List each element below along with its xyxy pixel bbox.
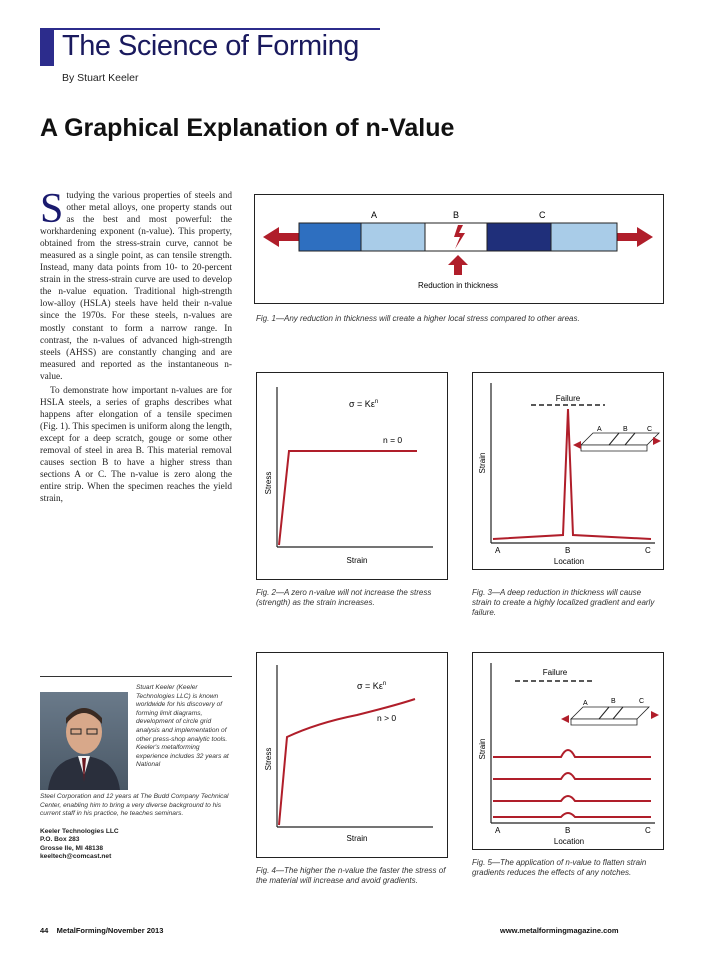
fig2-n-label: n = 0 — [383, 435, 403, 445]
fig4-n-label: n > 0 — [377, 713, 397, 723]
fig3-left-arrow-icon — [573, 441, 581, 449]
author-contact — [40, 828, 232, 862]
fig2-ylabel: Stress — [264, 471, 273, 495]
svg-text:C: C — [639, 698, 645, 705]
figure-1 — [254, 194, 664, 304]
fig4-equation: $\sigma = K\varepsilon^n$ — [357, 681, 387, 691]
contact-company: Keeler Technologies LLC — [40, 828, 119, 835]
fig1-annotation: Reduction in thickness — [417, 281, 499, 290]
fig2-xlabel: Strain — [346, 556, 368, 565]
figure-5 — [472, 652, 664, 850]
figure-4 — [256, 652, 448, 858]
svg-text:A: A — [583, 700, 588, 707]
fig2-curve — [279, 451, 417, 545]
left-arrow-icon — [263, 227, 299, 247]
up-arrow-icon — [448, 255, 468, 275]
contact-city: Grosse Ile, MI 48138 — [40, 844, 104, 852]
fig3-tick-c: C — [645, 546, 651, 555]
fig5-curves — [493, 750, 651, 817]
fig3-tick-a: A — [495, 546, 501, 555]
author-bio: Stuart Keeler (Keeler Technologies LLC) is known worldwide for his discovery of forming limit diagrams, development of circle grid analysis and implementation of other press-shop analytic tools. Keeler's metalforming experience includes 32 years at National — [136, 684, 229, 769]
fig5-left-arrow-icon — [561, 715, 569, 723]
fig5-xlabel: Location — [553, 837, 585, 846]
fig2-caption: Fig. 2—A zero n-value will not increase the stress (strength) as the strain increases. — [256, 588, 432, 607]
section-title: The Science of Forming — [62, 30, 359, 62]
fig5-ylabel: Strain — [478, 738, 487, 760]
paragraph-1: tudying the various properties of steels and other metal alloys, one property stands out as the best and most powerful: the workhardening exponent (n-value). This property, obtained from the stress-strain curve, cannot be measured as a single point, as can tensile strength. Instead, many data points from 10- to 20-percent strain in the stress-strain curve are used to develop the n-value equation. Traditional high-strength low-alloy (HSLA) steels have held their n-value since the 1970s. For these steels, n-values are mostly constant to form a narrow range. In contrast, the n-values of advanced high-strength steels (AHSS) are constantly changing and are measured and reported as the instantaneous n-value. — [40, 191, 232, 382]
fig4-ylabel: Stress — [264, 747, 273, 771]
fig3-failure-label: Failure — [555, 394, 581, 403]
fig5-tick-a: A — [495, 826, 501, 835]
author-photo — [40, 692, 128, 790]
fig3-inset-strip — [581, 426, 659, 451]
fig1-label-b: B — [453, 210, 460, 220]
fig4-xlabel: Strain — [346, 834, 368, 843]
fig3-tick-b: B — [565, 546, 571, 555]
article-headline: A Graphical Explanation of n-Value — [40, 114, 455, 142]
author-portrait-icon — [40, 692, 128, 790]
fig5-tick-c: C — [645, 826, 651, 835]
author-bio-continued: Steel Corporation and 12 years at The Budd Company Technical Center, enabling him to bring a very diverse background to his current staff in his practice, he teaches seminars. — [40, 793, 229, 818]
fig3-xlabel: Location — [553, 557, 585, 566]
fig5-caption: Fig. 5—The application of n-value to flatten strain gradients reduces the effects of any notches. — [472, 858, 647, 877]
footer-page-info: 44 MetalForming/November 2013 — [40, 926, 164, 935]
paragraph-2: To demonstrate how important n-values are for HSLA steels, a series of graphs describes what happens after elongation of a tensile specimen (Fig. 1). This specimen is uniform along the length, except for a deep scratch, gouge or some other removal of steel in area B. This material removal causes section B to have a higher stress than sections A or C. The n-value is zero along the entire strip. When the specimen reaches the yield strain, — [40, 385, 232, 505]
fig3-ylabel: Strain — [478, 452, 487, 474]
fig5-inset-strip — [571, 698, 649, 725]
svg-text:B: B — [611, 698, 616, 705]
fig5-failure-label: Failure — [542, 668, 568, 677]
byline: By Stuart Keeler — [62, 72, 139, 84]
right-arrow-icon — [617, 227, 653, 247]
article-body — [40, 186, 232, 507]
contact-email: keeltech@comcast.net — [40, 853, 112, 861]
figure-3 — [472, 372, 664, 570]
bio-rule — [40, 676, 232, 677]
fig3-right-arrow-icon — [653, 437, 661, 445]
fig5-right-arrow-icon — [651, 711, 659, 719]
fig4-caption: Fig. 4—The higher the n-value the faster the stress of the material will increase and avoid gradients. — [256, 866, 446, 885]
contact-address: P.O. Box 283 — [40, 836, 80, 844]
drop-cap: S — [40, 186, 64, 232]
fig1-caption: Fig. 1—Any reduction in thickness will create a higher local stress compared to other areas. — [256, 314, 580, 323]
header-accent-bar — [40, 28, 54, 66]
svg-text:A: A — [597, 426, 602, 433]
svg-text:B: B — [623, 426, 628, 433]
fig2-equation: $\sigma = K\varepsilon^n$ — [349, 399, 379, 409]
figure-2 — [256, 372, 448, 580]
svg-text:C: C — [647, 426, 653, 433]
fig5-tick-b: B — [565, 826, 571, 835]
fig3-caption: Fig. 3—A deep reduction in thickness will cause strain to create a highly localized gradient and early failure. — [472, 588, 655, 617]
footer-url[interactable]: www.metalformingmagazine.com — [500, 926, 619, 935]
fig1-label-a: A — [371, 210, 378, 220]
fig1-label-c: C — [539, 210, 546, 220]
